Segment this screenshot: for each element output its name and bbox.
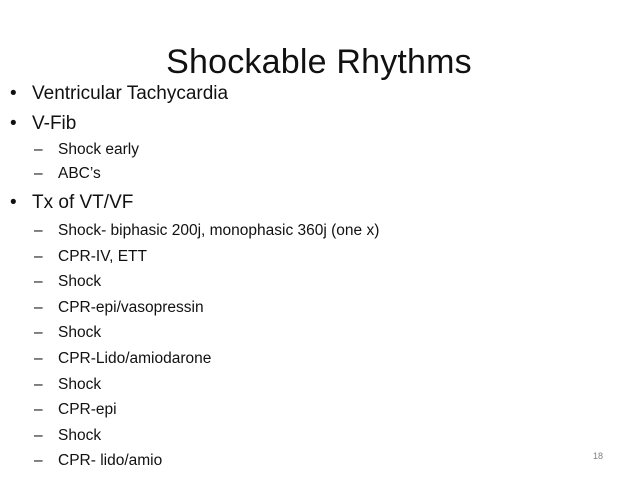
sub-bullet-text: CPR-IV, ETT: [58, 248, 147, 265]
bullet-item: [10, 113, 76, 135]
sub-bullet-item: [34, 323, 101, 343]
sub-bullet-text: CPR- lido/amio: [58, 452, 163, 469]
dash-icon: –: [34, 141, 43, 158]
sub-bullet-text: Shock: [58, 376, 102, 393]
sub-bullet-item: [34, 247, 147, 267]
bullet-item: [10, 83, 228, 105]
dash-icon: –: [34, 273, 43, 290]
sub-bullet-item: [34, 298, 204, 318]
sub-bullet-text: ABC’s: [58, 165, 101, 182]
sub-bullet-text: Shock: [58, 427, 102, 444]
sub-bullet-item: [34, 400, 117, 420]
bullet-text: Ventricular Tachycardia: [32, 83, 229, 104]
dash-icon: –: [34, 427, 43, 444]
dash-icon: –: [34, 376, 43, 393]
dash-icon: –: [34, 324, 43, 341]
sub-bullet-text: Shock: [58, 324, 102, 341]
dash-icon: –: [34, 248, 43, 265]
sub-bullet-item: [34, 426, 101, 446]
sub-bullet-item: [34, 164, 101, 184]
dash-icon: –: [34, 401, 43, 418]
slide-title: Shockable Rhythms: [166, 43, 472, 81]
sub-bullet-item: [34, 221, 379, 241]
sub-bullet-text: CPR-Lido/amiodarone: [58, 350, 212, 367]
bullet-icon: •: [10, 113, 17, 134]
dash-icon: –: [34, 452, 43, 469]
sub-bullet-text: CPR-epi: [58, 401, 117, 418]
dash-icon: –: [34, 165, 43, 182]
dash-icon: –: [34, 299, 43, 316]
sub-bullet-item: [34, 451, 162, 471]
sub-bullet-item: [34, 272, 101, 292]
bullet-item: [10, 192, 133, 214]
sub-bullet-item: [34, 349, 211, 369]
sub-bullet-text: Shock: [58, 273, 102, 290]
sub-bullet-item: [34, 375, 101, 395]
dash-icon: –: [34, 222, 43, 239]
sub-bullet-text: Shock early: [58, 141, 139, 158]
bullet-icon: •: [10, 192, 17, 213]
bullet-text: V-Fib: [32, 113, 77, 134]
bullet-text: Tx of VT/VF: [32, 192, 134, 213]
bullet-icon: •: [10, 83, 17, 104]
dash-icon: –: [34, 350, 43, 367]
page-number: 18: [592, 451, 603, 461]
sub-bullet-item: [34, 140, 139, 160]
sub-bullet-text: Shock- biphasic 200j, monophasic 360j (one x): [58, 222, 380, 239]
sub-bullet-text: CPR-epi/vasopressin: [58, 299, 204, 316]
